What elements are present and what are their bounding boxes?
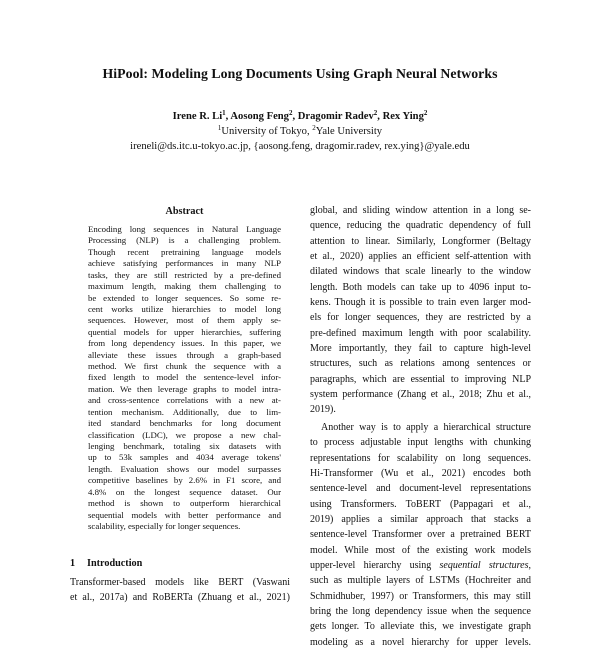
text-line: classification (LDC), we propose a new chal- <box>88 429 281 440</box>
text-line: 2019). <box>310 404 336 416</box>
author-affiliation-mark: 2 <box>288 109 293 117</box>
author-separator: , <box>225 111 231 122</box>
text-line: attention to linear. Similarly, Longformer (Beltagy <box>310 235 531 247</box>
author-separator: , <box>292 111 298 122</box>
author-name: Aosong Feng <box>230 111 289 122</box>
section-number: 1 <box>70 558 76 569</box>
text-line: Transformer-based models like BERT (Vaswani <box>70 577 290 588</box>
text-line: model. While most of the existing work models <box>310 544 531 556</box>
text-line: length. Both models can take up to 4096 input to- <box>310 281 531 293</box>
text-line: Though recent pretraining language models <box>88 246 281 257</box>
text-line: More importantly, they fail to capture high-level <box>310 343 531 355</box>
text-fragment: , <box>528 559 531 571</box>
text-line: dilated windows that scale linearly to the window <box>310 266 531 278</box>
text-line: alleviate these issues through a graph-based <box>88 349 281 360</box>
text-line: quential models for upper hierarchies, suffering <box>88 326 281 337</box>
text-line: et al., 2017a) and RoBERTa (Zhuang et al., 2021) <box>70 592 290 604</box>
text-line: ited standard benchmarks for long document <box>88 418 281 429</box>
text-line: quence, reducing the quadratic dependency of full <box>310 220 531 232</box>
text-line: els for longer sequences, they are restricted by a <box>310 312 531 324</box>
text-line: maximum length, making them challenging to <box>88 281 281 292</box>
text-line: global, and sliding window attention in a long se- <box>310 205 531 216</box>
text-line: to process adjustable input lengths with chunking <box>310 437 531 449</box>
text-line <box>310 558 531 573</box>
text-line: cent works utilize hierarchies to model long <box>88 303 281 314</box>
text-line: fixed length to model the sentence-level infor- <box>88 372 281 383</box>
text-line: modeling as a novel hierarchy for upper levels. <box>310 636 531 648</box>
text-line: Encoding long sequences in Natural Language <box>88 224 281 234</box>
text-line: et al., 2020) applies an efficient self-attention with <box>310 251 531 263</box>
author-emails: ireneli@ds.itc.u-tokyo.ac.jp, {aosong.feng, dragomir.radev, rex.ying}@yale.edu <box>130 141 470 152</box>
author-affiliation-mark: 1 <box>222 109 226 117</box>
text-line: such as multiple layers of LSTMs (Hochreiter and <box>310 575 531 587</box>
text-line: length. Evaluation shows our model surpasses <box>88 463 281 474</box>
section-heading <box>70 558 290 569</box>
right-column <box>310 203 531 650</box>
author-separator: , <box>377 111 383 122</box>
text-line: pre-defined maximum length with poor scalability. <box>310 327 531 339</box>
paragraph <box>310 203 531 418</box>
text-line: gets longer. To alleviate this, we investigate graph <box>310 621 531 633</box>
text-line: method is shown to outperform hierarchical <box>88 498 281 509</box>
text-line: competitive baselines by 2.6% in F1 score, and <box>88 475 281 486</box>
affiliation-mark: 1 <box>217 124 222 132</box>
paragraph <box>310 420 531 650</box>
author-name: Irene R. Li <box>172 111 223 122</box>
text-line: tention mechanism. Additionally, due to lim- <box>88 406 281 417</box>
text-line: sequences. However, most of them apply se- <box>88 315 281 326</box>
affiliations <box>0 126 600 137</box>
text-line: method. We first chunk the sequence with a <box>88 361 281 372</box>
author-affiliation-mark: 2 <box>373 109 378 117</box>
text-line: 2019) applies a similar approach that stacks a <box>310 513 531 525</box>
paper-title: HiPool: Modeling Long Documents Using Graph Neural Networks <box>102 66 498 81</box>
text-line: sentence-level Transformer over a pretrained BERT <box>310 529 531 541</box>
text-line: Schmidhuber, 1997) or Transformers, this may still <box>310 590 531 602</box>
text-line: mation. We then leverage graphs to model intra- <box>88 383 281 394</box>
text-line: representations for scalability on long sequences. <box>310 452 531 464</box>
text-line: 4.8% on the longest sequence dataset. Our <box>88 486 281 497</box>
author-affiliation-mark: 2 <box>423 109 428 117</box>
text-line: achieve satisfying performances in many NLP <box>88 258 281 269</box>
affiliation-mark: 2 <box>312 124 316 132</box>
text-line: structures, such as relations among sentences or <box>310 358 531 370</box>
author-list <box>0 111 600 122</box>
text-line: Another way is to apply a hierarchical structure <box>321 421 531 433</box>
text-line: scalability, especially for longer sequences. <box>88 520 241 531</box>
text-line: be extended to longer sequences. So some re- <box>88 292 281 303</box>
text-fragment: upper-level hierarchy using <box>310 559 432 571</box>
text-line: Hi-Transformer (Wu et al., 2021) encodes both <box>310 467 531 479</box>
text-line: sentence-level and document-level representations <box>310 483 531 495</box>
text-line: tasks, they are still restricted by a pre-defined <box>88 269 281 280</box>
text-line: from long dependency issues. In this paper, we <box>88 338 281 349</box>
text-line: lenging benchmark, totaling six datasets with <box>88 441 281 452</box>
author-name: Dragomir Radev <box>297 111 374 122</box>
author-name: Rex Ying <box>382 111 424 122</box>
text-line: system performance (Zhang et al., 2018; Zhu et al., <box>310 389 531 401</box>
abstract-heading: Abstract <box>165 206 204 217</box>
introduction-body <box>70 575 290 606</box>
text-line: kens. Though it is possible to train even larger mod- <box>310 297 531 309</box>
text-line: Processing (NLP) is a challenging problem. <box>88 235 281 246</box>
text-line: bring the long dependency issue when the sequence <box>310 605 531 617</box>
affiliation-name: University of Tokyo <box>221 126 307 137</box>
affiliation-separator: , <box>306 126 313 137</box>
affiliation-name: Yale University <box>315 126 383 137</box>
text-line: sequential models with better performance and <box>88 509 281 520</box>
text-line: up to 53k samples and 4034 average tokens' <box>88 452 281 463</box>
abstract-body <box>88 224 281 532</box>
section-title: Introduction <box>87 558 143 569</box>
emphasis-text: sequential structures <box>439 559 529 571</box>
text-line: using Transformers. ToBERT (Pappagari et al., <box>310 498 531 510</box>
text-line: paragraphs, which are essential to improving NLP <box>310 373 531 385</box>
text-line: and cross-sentence correlations with a new at- <box>88 395 281 406</box>
